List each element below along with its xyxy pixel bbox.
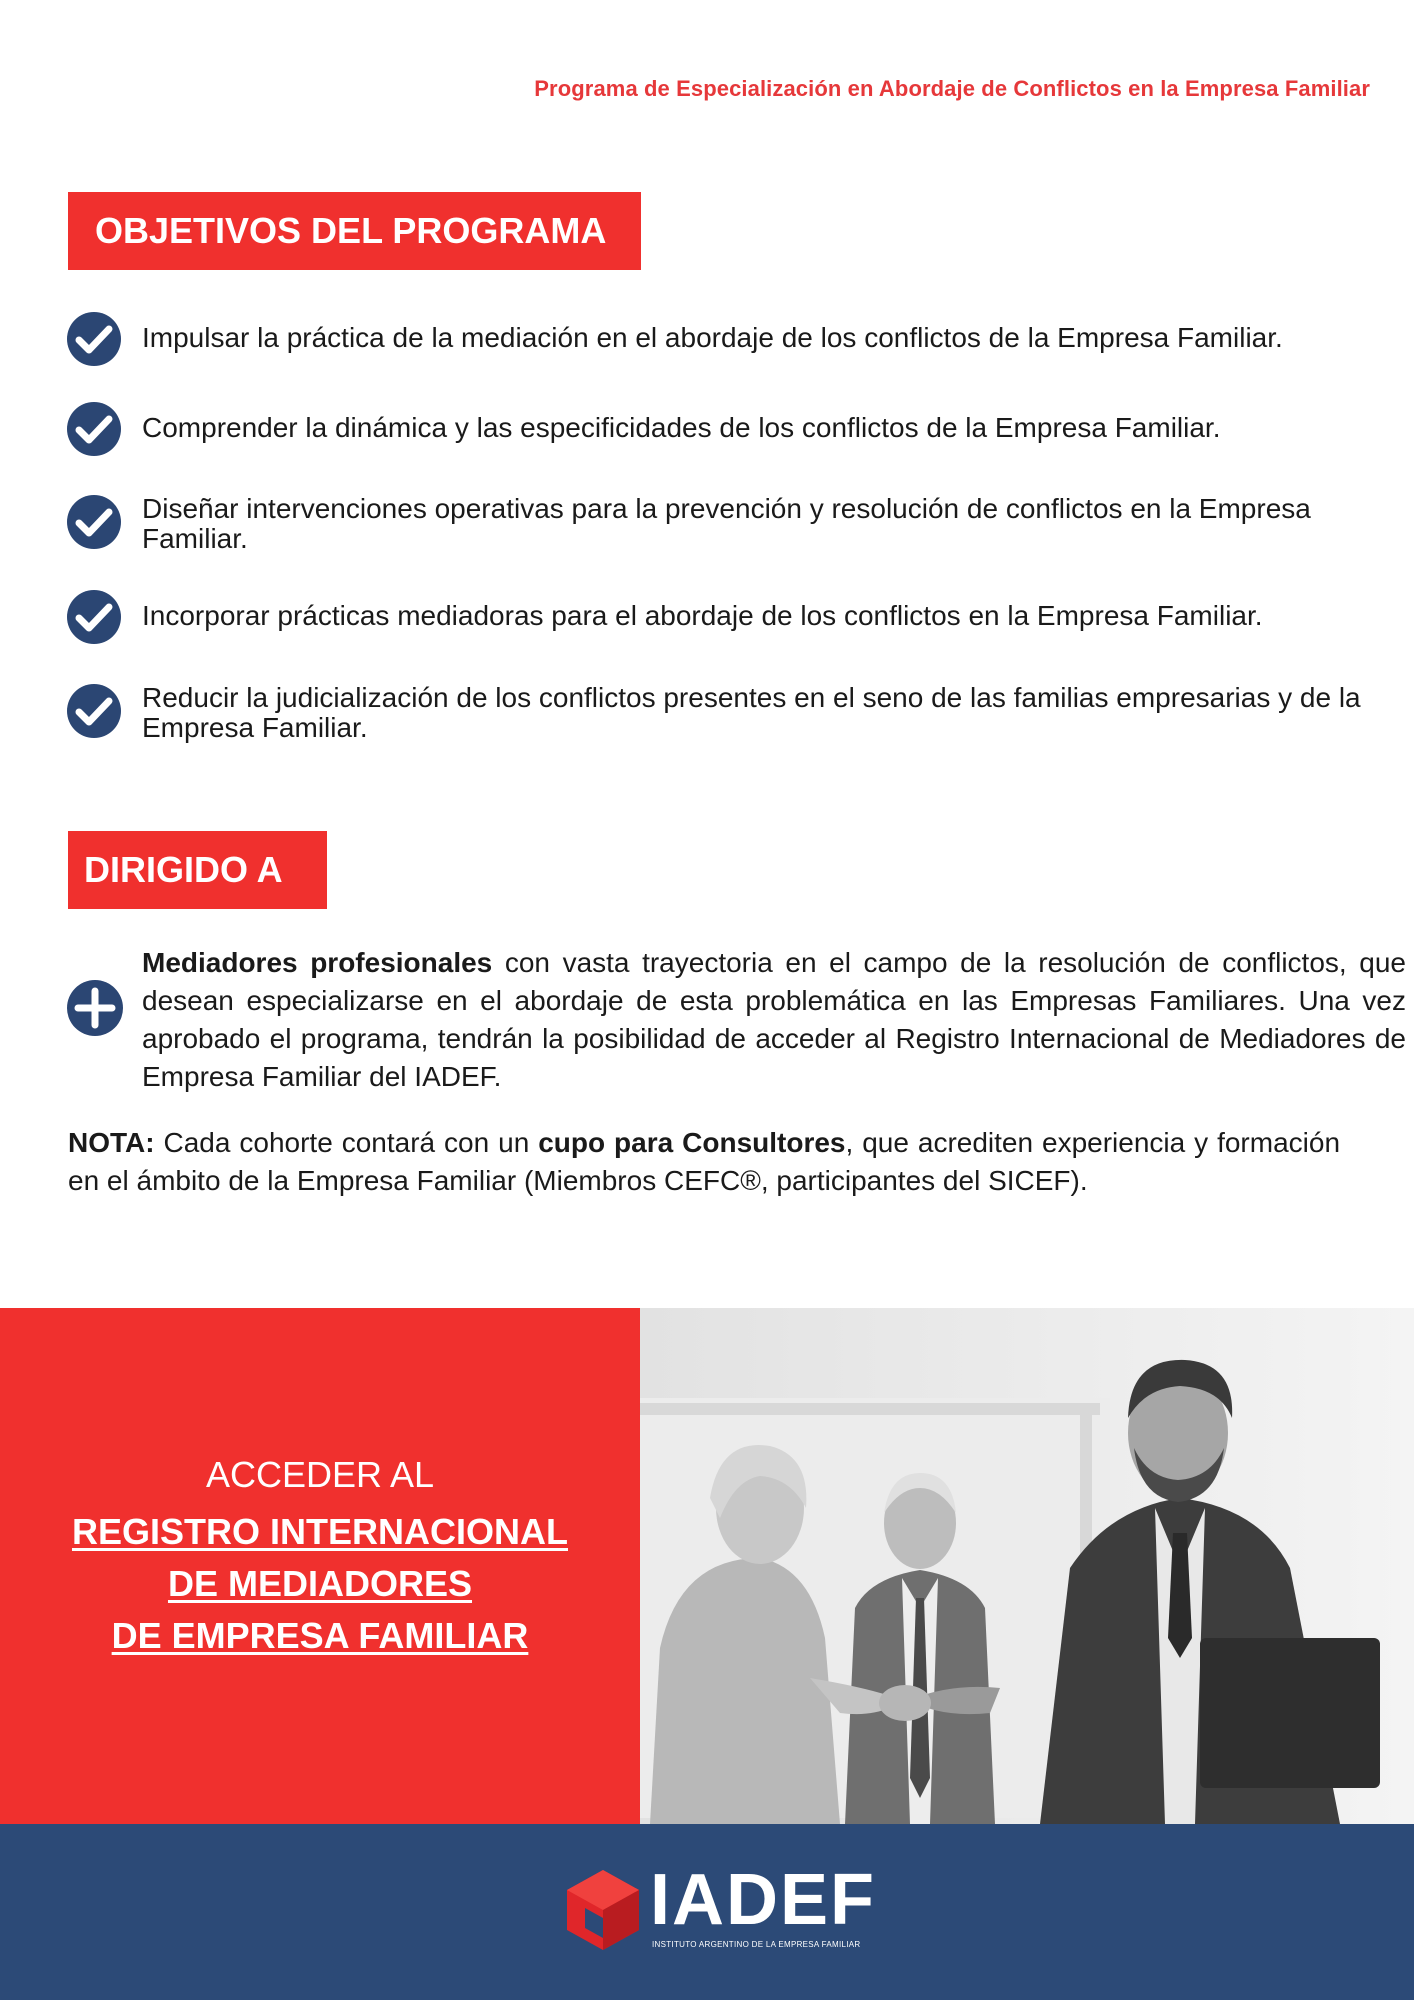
iadef-logo-icon [565, 1868, 641, 1952]
audience-text [142, 944, 1406, 1096]
objective-text: Comprender la dinámica y las especificidades de los conflictos de la Empresa Familiar. [142, 412, 1221, 443]
audience-bold: Mediadores profesionales [142, 947, 493, 978]
check-circle-icon [66, 494, 122, 550]
check-circle-icon [66, 683, 122, 739]
note-bold: cupo para Consultores [538, 1127, 846, 1158]
cta-pre-text: ACCEDER AL [205, 1454, 435, 1495]
objective-text: Impulsar la práctica de la mediación en el abordaje de los conflictos de la Empresa Familiar. [142, 322, 1283, 353]
check-circle-icon [66, 401, 122, 457]
check-circle-icon [66, 311, 122, 367]
objective-text: Reducir la judicialización de los conflictos presentes en el seno de las familias empresarias y de la Empresa Familiar. [142, 682, 1361, 743]
note-paragraph [68, 1124, 1340, 1200]
plus-circle-icon [66, 979, 124, 1037]
objectives-heading: OBJETIVOS DEL PROGRAMA [68, 192, 641, 270]
objective-text: Diseñar intervenciones operativas para la prevención y resolución de conflictos en la Empresa Familiar. [142, 493, 1311, 554]
check-circle-icon [66, 589, 122, 645]
iadef-logo-subtitle: INSTITUTO ARGENTINO DE LA EMPRESA FAMILIAR [652, 1940, 861, 1949]
registry-link-line-1[interactable]: REGISTRO INTERNACIONAL [71, 1511, 568, 1552]
iadef-logo-text: IADEF [650, 1860, 876, 1940]
handshake-photo [640, 1308, 1414, 1824]
registry-cta-panel [0, 1308, 640, 1824]
note-label: NOTA: [68, 1127, 155, 1158]
program-title: Programa de Especialización en Abordaje de Conflictos en la Empresa Familiar [534, 76, 1370, 101]
note-text-before: Cada cohorte contará con un [154, 1127, 539, 1158]
registry-link-line-2[interactable]: DE MEDIADORES [167, 1563, 473, 1604]
audience-heading: DIRIGIDO A [68, 831, 327, 909]
registry-link-line-3[interactable]: DE EMPRESA FAMILIAR [111, 1615, 529, 1656]
registry-link[interactable] [0, 1506, 640, 1662]
footer [0, 1824, 1414, 2000]
objective-text: Incorporar prácticas mediadoras para el abordaje de los conflictos en la Empresa Familiar. [142, 600, 1263, 631]
audience-description: con vasta trayectoria en el campo de la resolución de conflictos, que desean especializarse en el abordaje de esta problemática en las Empresas Familiares. Una vez aprobado el programa, tendrán la posibilidad de acceder al Registro Internacional de Mediadores de Empresa Familiar del IADEF. [142, 947, 1406, 1092]
note-text-after: , que acrediten experiencia y formación en el ámbito de la Empresa Familiar (Miembros CEFC®, participantes del SICEF). [68, 1127, 1341, 1196]
